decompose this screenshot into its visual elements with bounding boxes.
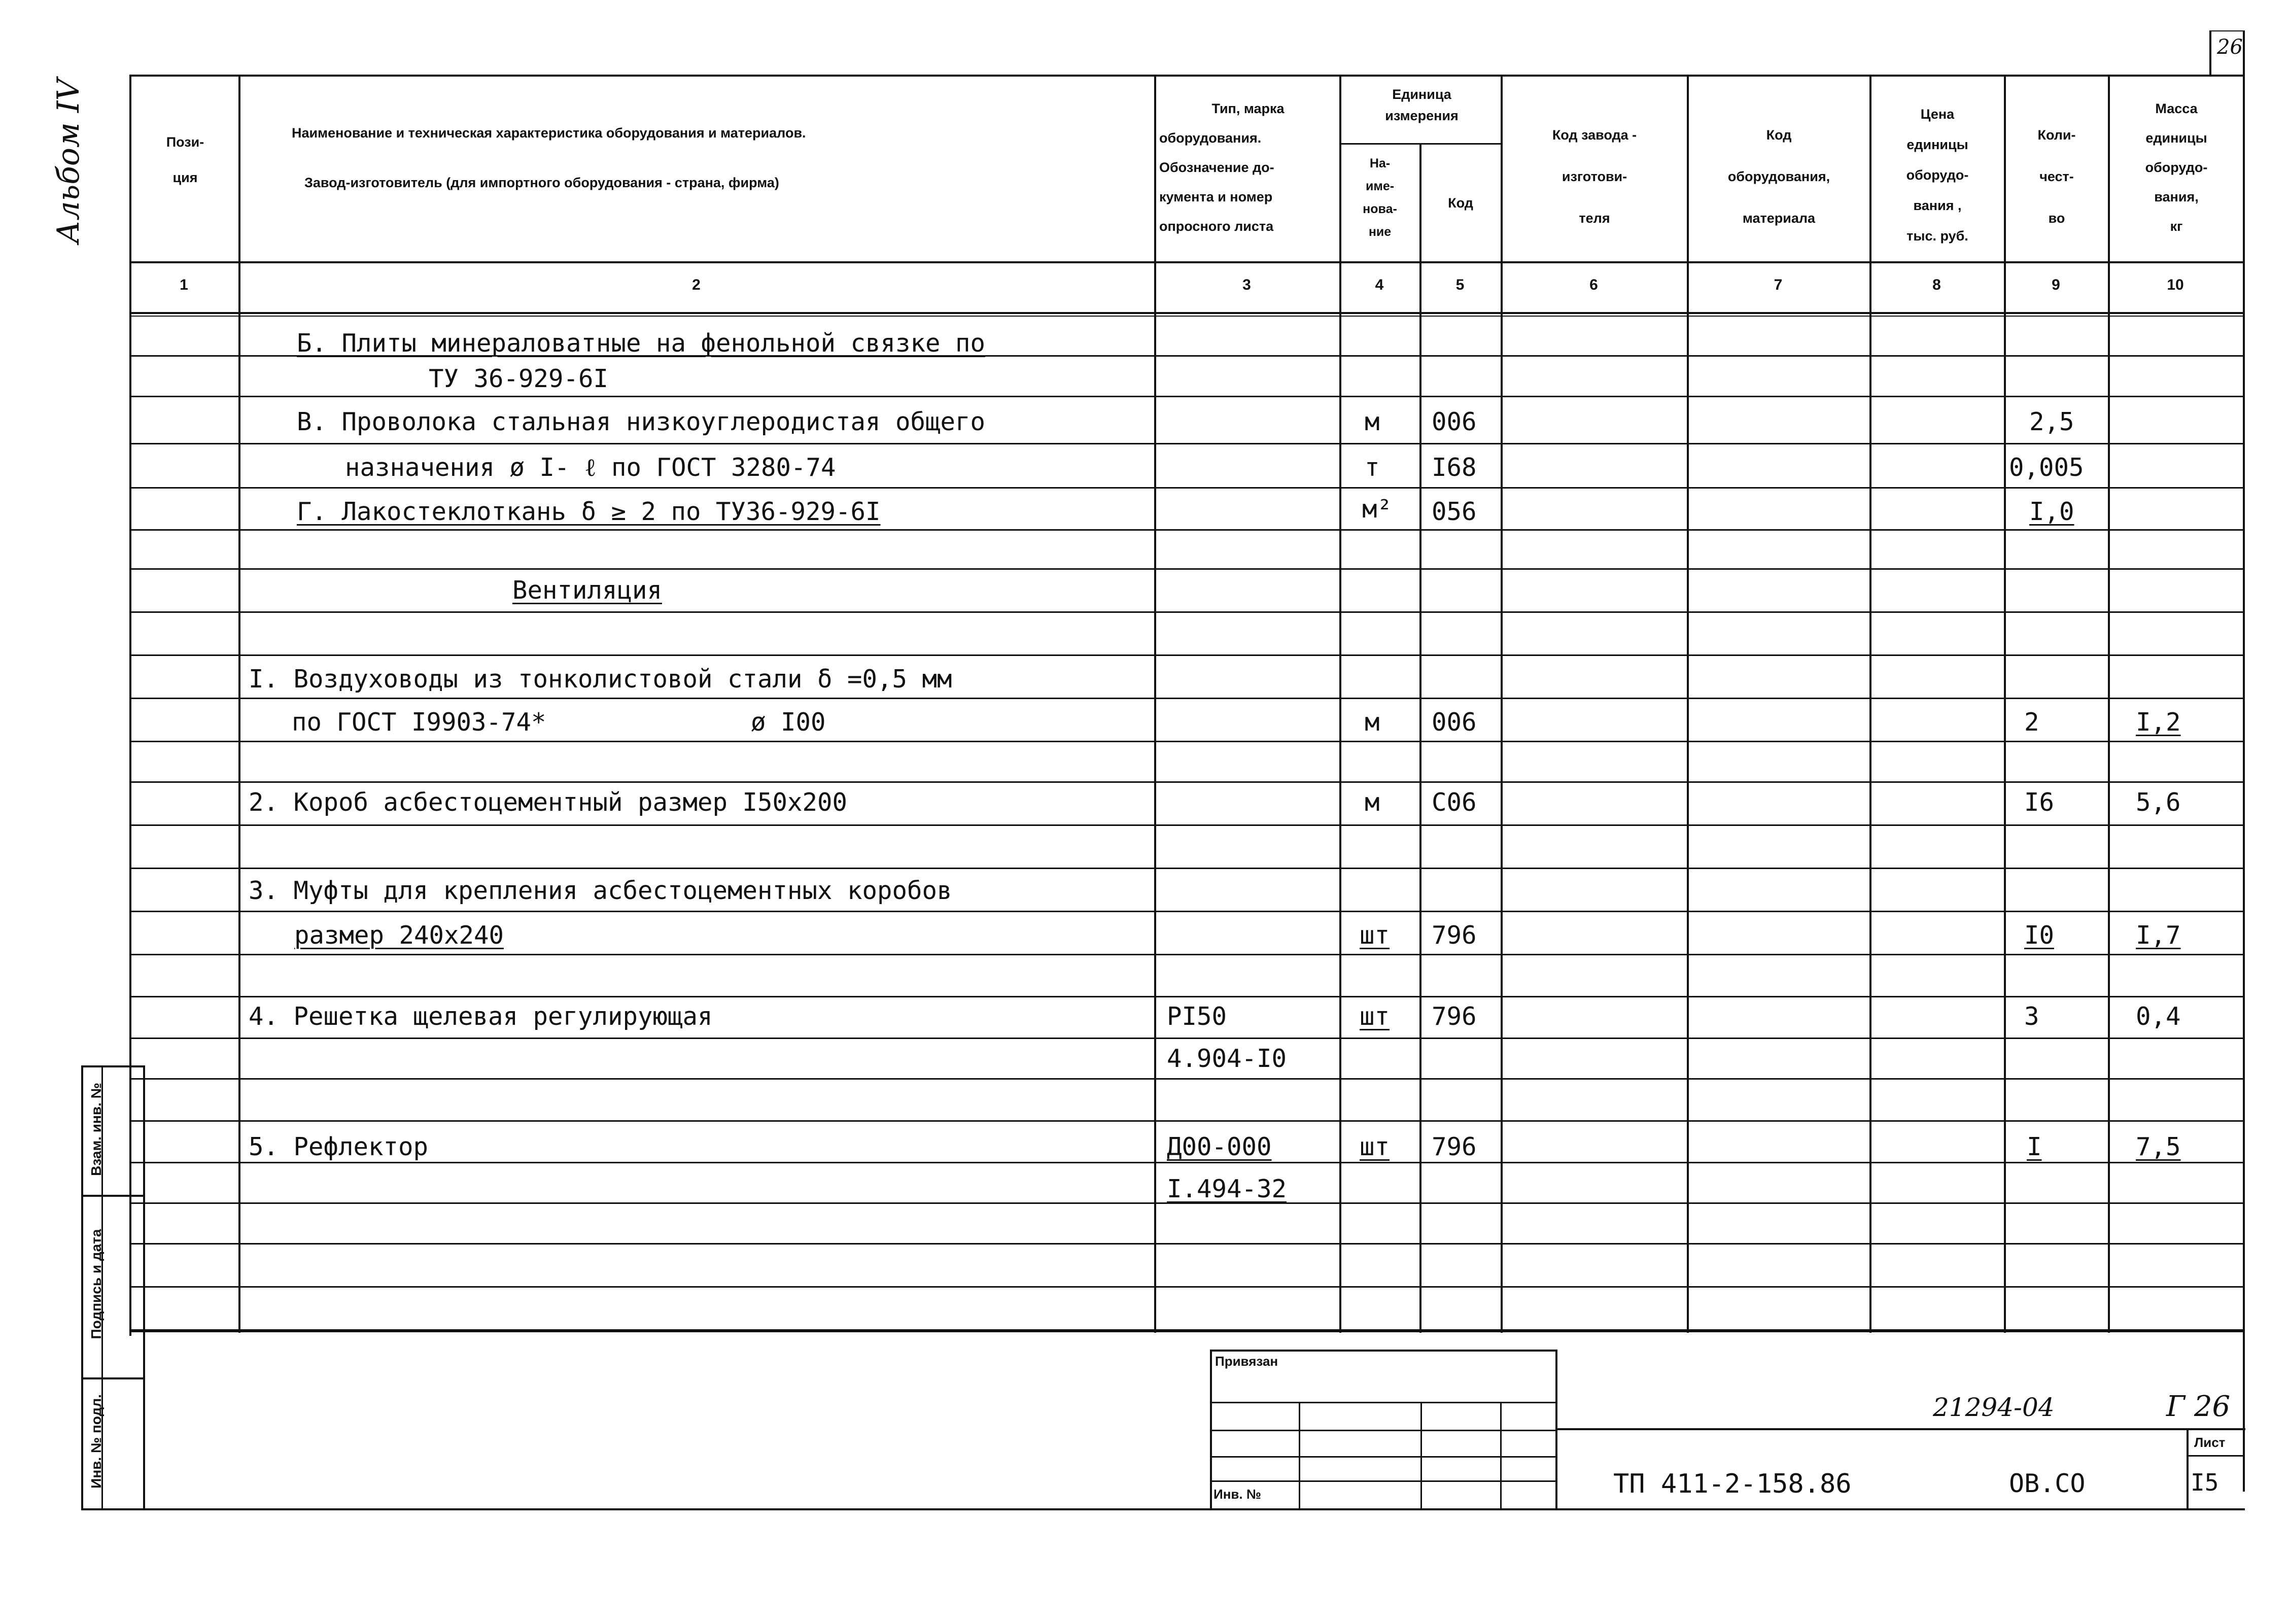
header-col3-line: Тип, марка xyxy=(1211,101,1285,116)
colnums-bottom-2 xyxy=(129,316,2245,317)
frame-bottom xyxy=(81,1508,2245,1510)
item-g-unit: м² xyxy=(1362,495,1393,524)
header-col8-line: Цена xyxy=(1920,107,1955,122)
item-v-line1: В. Проволока стальная низкоуглеродистая общего xyxy=(297,407,986,436)
colnum-6: 6 xyxy=(1589,277,1598,293)
colnum-7: 7 xyxy=(1774,277,1783,293)
tb-stamp-page: Г 26 xyxy=(2166,1390,2231,1423)
item-5-doc: I.494-32 xyxy=(1167,1174,1287,1203)
row-line xyxy=(129,1120,2245,1122)
tb-list-number: I5 xyxy=(2191,1469,2219,1496)
tb-top xyxy=(1210,1350,1557,1352)
header-col4 xyxy=(1342,152,1418,244)
header-col4-line: име- xyxy=(1365,179,1395,193)
item-g-qty: I,0 xyxy=(2029,497,2074,526)
col-line-1 xyxy=(238,75,240,1333)
table-bottom xyxy=(129,1329,2245,1332)
tb-col3 xyxy=(1500,1402,1502,1508)
section-title: Вентиляция xyxy=(512,576,663,605)
colnum-9: 9 xyxy=(2052,277,2060,293)
header-col3-line: опросного листа xyxy=(1159,219,1274,234)
item-4-line1: 4. Решетка щелевая регулирующая xyxy=(249,1002,713,1031)
col-line-6 xyxy=(1687,75,1689,1333)
header-col4-line: нова- xyxy=(1363,202,1397,216)
row-line xyxy=(129,443,2245,444)
colnum-8: 8 xyxy=(1932,277,1941,293)
item-3-unit: шт xyxy=(1360,921,1390,950)
item-v-unit: м xyxy=(1365,407,1380,436)
header-col3-line: кумента и номер xyxy=(1159,189,1273,204)
item-1-code: 006 xyxy=(1432,708,1477,737)
header-col2-line2: Завод-изготовитель (для импортного оборудования - страна, фирма) xyxy=(304,175,779,190)
header-col10-line: вания, xyxy=(2154,189,2199,204)
item-g-line1: Г. Лакостеклоткань δ ≥ 2 по ТУ36-929-6I xyxy=(297,497,881,526)
item-b-line2: ТУ 36-929-6I xyxy=(429,364,609,393)
header-col3-line: Обозначение до- xyxy=(1159,160,1274,175)
header-col9-line: во xyxy=(2048,211,2065,226)
colnum-3: 3 xyxy=(1242,277,1251,293)
item-v2-qty: 0,005 xyxy=(2009,453,2084,482)
item-2-unit: м xyxy=(1365,788,1380,817)
header-col2-line1: Наименование и техническая характеристика оборудования и материалов. xyxy=(292,125,806,141)
side-strip-right xyxy=(143,1065,145,1510)
frame-left xyxy=(129,75,131,1336)
item-3-qty: I0 xyxy=(2024,921,2055,950)
header-col9 xyxy=(2006,114,2107,239)
row-line xyxy=(129,1162,2245,1163)
tb-doc-code: ТП 411-2-158.86 xyxy=(1613,1469,1852,1499)
header-unit-group xyxy=(1342,84,1502,126)
tb-row2 xyxy=(1210,1430,1557,1431)
item-3-line2: размер 240х240 xyxy=(294,921,504,950)
tb-list-label: Лист xyxy=(2194,1435,2226,1450)
side-strip-left xyxy=(81,1065,83,1510)
item-5-line1: 5. Рефлектор xyxy=(249,1132,429,1161)
header-col4-line: На- xyxy=(1369,156,1391,170)
row-line xyxy=(129,1078,2245,1080)
item-v-code: 006 xyxy=(1432,407,1477,436)
header-col9-line: Коли- xyxy=(2037,127,2076,143)
tb-row3 xyxy=(1210,1456,1557,1458)
item-5-code: 796 xyxy=(1432,1132,1477,1161)
colnum-2: 2 xyxy=(692,277,701,293)
item-1-diameter: ø I00 xyxy=(751,708,826,737)
row-line xyxy=(129,698,2245,699)
header-col5: Код xyxy=(1448,195,1473,211)
row-line xyxy=(129,1243,2245,1245)
row-line xyxy=(129,529,2245,531)
tb-code-top xyxy=(1555,1428,2245,1430)
tb-row4 xyxy=(1210,1480,1557,1482)
row-line xyxy=(129,911,2245,912)
item-5-unit: шт xyxy=(1360,1132,1390,1161)
item-1-mass: I,2 xyxy=(2136,708,2181,737)
colnum-10: 10 xyxy=(2167,277,2184,293)
side-label-vzam: Взам. инв. № xyxy=(88,1083,104,1176)
frame-right xyxy=(2243,30,2245,1492)
item-5-type: Д00-000 xyxy=(1167,1132,1272,1161)
item-v2-unit: т xyxy=(1365,453,1380,482)
header-col9-line: чест- xyxy=(2039,169,2074,184)
item-v2-code: I68 xyxy=(1432,453,1477,482)
tb-list-left xyxy=(2187,1428,2189,1509)
col-line-8 xyxy=(2004,75,2006,1333)
header-unit-line: измерения xyxy=(1385,108,1459,123)
row-line xyxy=(129,824,2245,826)
colnum-5: 5 xyxy=(1455,277,1465,293)
item-4-qty: 3 xyxy=(2024,1002,2039,1031)
side-label-podpis: Подпись и дата xyxy=(88,1229,104,1339)
col-line-5 xyxy=(1501,75,1503,1333)
row-line xyxy=(129,954,2245,955)
item-3-mass: I,7 xyxy=(2136,921,2181,950)
tb-col1 xyxy=(1299,1402,1300,1508)
item-1-qty: 2 xyxy=(2024,708,2039,737)
item-4-mass: 0,4 xyxy=(2136,1002,2181,1031)
header-col10-line: Масса xyxy=(2155,101,2198,116)
header-col6-line: теля xyxy=(1579,211,1610,226)
item-4-unit: шт xyxy=(1360,1002,1390,1031)
row-line xyxy=(129,868,2245,869)
header-col6-line: Код завода - xyxy=(1552,127,1637,143)
row-line xyxy=(129,1286,2245,1288)
header-col7-line: Код xyxy=(1766,127,1792,143)
col-line-3 xyxy=(1339,75,1341,1333)
corner-box-left xyxy=(2209,30,2211,76)
colnum-1: 1 xyxy=(180,277,188,293)
header-unit-line: Единица xyxy=(1392,87,1451,102)
row-line xyxy=(129,781,2245,783)
item-1-unit: м xyxy=(1365,708,1380,737)
col-line-7 xyxy=(1869,75,1871,1333)
header-col3-line: оборудования. xyxy=(1159,130,1262,146)
item-4-doc: 4.904-I0 xyxy=(1167,1044,1287,1073)
header-col8 xyxy=(1871,99,2003,251)
header-col4-line: ние xyxy=(1368,225,1392,239)
item-2-code: С06 xyxy=(1432,788,1477,817)
corner-box-top xyxy=(2209,30,2245,31)
item-2-qty: I6 xyxy=(2024,788,2055,817)
header-col7-line: материала xyxy=(1742,211,1816,226)
header-col10-line: единицы xyxy=(2145,130,2207,146)
corner-page-number: 26 xyxy=(2217,36,2243,59)
row-line xyxy=(129,654,2245,656)
header-bottom xyxy=(129,261,2245,263)
row-line xyxy=(129,741,2245,742)
colnums-bottom xyxy=(129,312,2245,314)
side-label-inv-podl: Инв. № подл. xyxy=(88,1394,104,1489)
tb-doc-mark: ОВ.СО xyxy=(2009,1469,2086,1498)
row-line xyxy=(129,611,2245,613)
header-col10 xyxy=(2110,94,2243,241)
tb-privyazan: Привязан xyxy=(1215,1354,1278,1369)
row-line xyxy=(129,487,2245,489)
item-5-mass: 7,5 xyxy=(2136,1132,2181,1161)
item-3-code: 796 xyxy=(1432,921,1477,950)
header-col8-line: оборудо- xyxy=(1906,167,1969,183)
col-line-9 xyxy=(2108,75,2110,1333)
tb-list-div xyxy=(2187,1455,2245,1457)
header-col7-line: оборудования, xyxy=(1727,169,1830,184)
item-v-qty: 2,5 xyxy=(2029,407,2074,436)
colnum-4: 4 xyxy=(1375,277,1384,293)
item-v-line2: назначения ø I- ℓ по ГОСТ 3280-74 xyxy=(345,453,836,482)
unit-group-line xyxy=(1339,143,1503,145)
tb-row1 xyxy=(1210,1402,1557,1403)
tb-col2 xyxy=(1420,1402,1422,1508)
header-col6-line: изготови- xyxy=(1562,169,1627,184)
row-line xyxy=(129,1038,2245,1039)
item-1-line2: по ГОСТ I9903-74* xyxy=(292,708,546,737)
frame-top xyxy=(129,75,2245,77)
album-label: Альбом IV xyxy=(51,79,86,244)
header-col3 xyxy=(1159,94,1337,241)
header-col6 xyxy=(1503,114,1686,239)
item-3-line1: 3. Муфты для крепления асбестоцементных коробов xyxy=(249,876,952,905)
row-line xyxy=(129,568,2245,570)
item-1-line1: I. Воздуховоды из тонколистовой стали δ =0,5 мм xyxy=(249,665,952,694)
col-line-2 xyxy=(1154,75,1156,1333)
header-col8-line: единицы xyxy=(1906,137,1968,152)
tb-stamp-number: 21294-04 xyxy=(1933,1393,2055,1422)
header-col10-line: кг xyxy=(2170,219,2183,234)
row-line xyxy=(129,996,2245,997)
item-2-mass: 5,6 xyxy=(2136,788,2181,817)
item-4-type: РI50 xyxy=(1167,1002,1227,1031)
item-g-code: 056 xyxy=(1432,497,1477,526)
header-col1: Пози- ция xyxy=(166,134,204,185)
row-line xyxy=(129,396,2245,397)
col-line-4 xyxy=(1419,143,1421,1333)
header-col8-line: вания , xyxy=(1913,198,1962,213)
item-5-qty: I xyxy=(2027,1132,2042,1161)
item-b-line1: Б. Плиты минераловатные на фенольной связке по xyxy=(297,329,986,358)
header-col8-line: тыс. руб. xyxy=(1906,228,1968,244)
header-col7 xyxy=(1689,114,1869,239)
tb-inv-label: Инв. № xyxy=(1213,1487,1261,1502)
item-2-line1: 2. Короб асбестоцементный размер I50x200 xyxy=(249,788,848,817)
header-col10-line: оборудо- xyxy=(2145,160,2208,175)
item-4-code: 796 xyxy=(1432,1002,1477,1031)
